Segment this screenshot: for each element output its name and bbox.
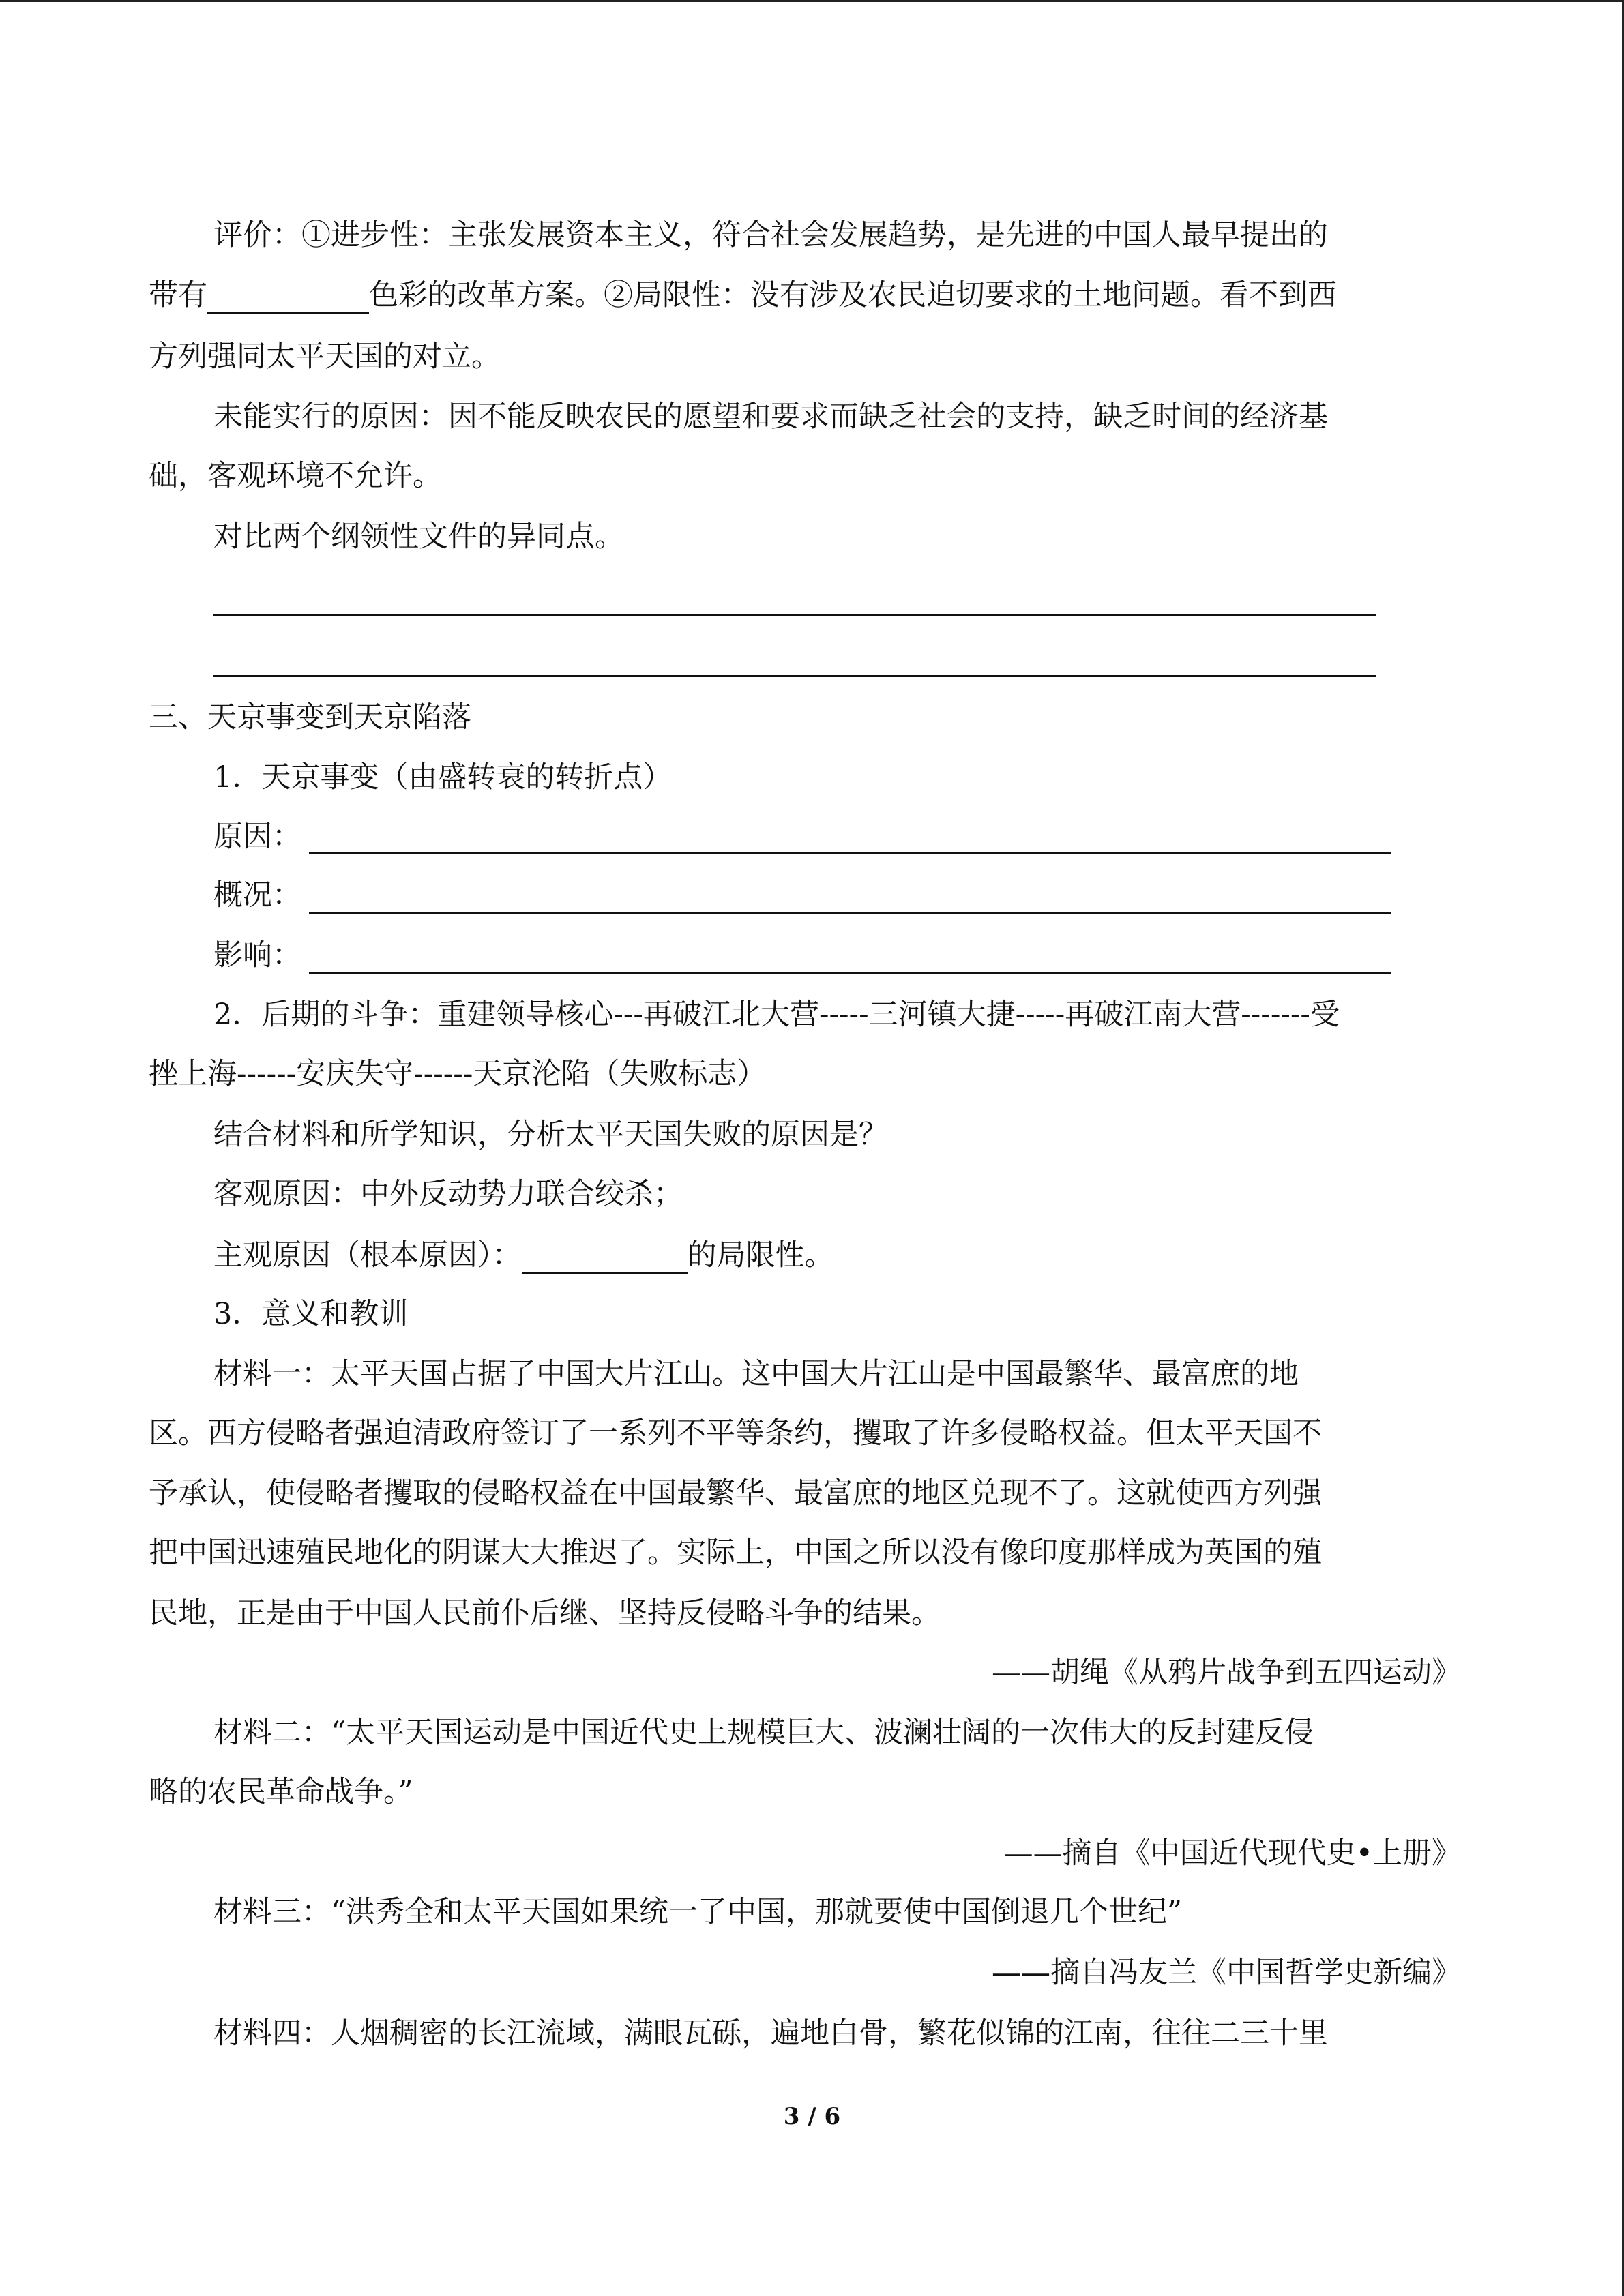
- compare-prompt: 对比两个纲领性文件的异同点。: [213, 520, 624, 554]
- material-2-line-2: 略的农民革命战争。”: [149, 1775, 413, 1809]
- material-1-line-2: 区。西方侵略者强迫清政府签订了一系列不平等条约，攫取了许多侵略权益。但太平天国不: [149, 1416, 1322, 1450]
- answer-line-cause[interactable]: [309, 852, 1391, 854]
- eval-line-2: [149, 276, 1337, 314]
- subjective-reason-end: 的局限性。: [687, 1238, 834, 1272]
- reason-line-2: 础，客观环境不允许。: [149, 459, 442, 493]
- answer-line-impact[interactable]: [309, 972, 1391, 974]
- section-3-title: 三、天京事变到天京陷落: [149, 700, 471, 734]
- answer-line-compare-2[interactable]: [213, 675, 1376, 677]
- material-2-source: ——摘自《中国近代现代史•上册》: [1003, 1836, 1461, 1870]
- eval-line-1: 评价：①进步性：主张发展资本主义，符合社会发展趋势，是先进的中国人最早提出的: [213, 218, 1328, 252]
- subjective-reason: [213, 1236, 834, 1274]
- material-1-line-3: 予承认，使侵略者攫取的侵略权益在中国最繁华、最富庶的地区兑现不了。这就使西方列强: [149, 1476, 1322, 1510]
- material-1-line-5: 民地，正是由于中国人民前仆后继、坚持反侵略斗争的结果。: [149, 1596, 941, 1630]
- subsection-2-line-2: 挫上海------安庆失守------天京沦陷（失败标志）: [149, 1057, 767, 1091]
- impact-label: 影响：: [213, 938, 301, 972]
- objective-reason: 客观原因：中外反动势力联合绞杀；: [213, 1177, 683, 1211]
- fill-blank-1[interactable]: [207, 281, 369, 314]
- fill-blank-2[interactable]: [522, 1241, 688, 1274]
- answer-line-overview[interactable]: [309, 912, 1391, 914]
- material-3-source: ——摘自冯友兰《中国哲学史新编》: [992, 1956, 1461, 1990]
- answer-line-compare-1[interactable]: [213, 614, 1376, 616]
- subjective-reason-start: 主观原因（根本原因）：: [213, 1238, 522, 1272]
- eval-line-3: 方列强同太平天国的对立。: [149, 340, 501, 374]
- material-1-line-4: 把中国迅速殖民地化的阴谋大大推迟了。实际上，中国之所以没有像印度那样成为英国的殖: [149, 1536, 1322, 1570]
- page-number: 3 / 6: [783, 2103, 841, 2130]
- material-4-line-1: 材料四：人烟稠密的长江流域，满眼瓦砾，遍地白骨，繁花似锦的江南，往往二三十里: [213, 2016, 1328, 2051]
- overview-label: 概况：: [213, 878, 301, 912]
- eval-line-2-end: 色彩的改革方案。②局限性：没有涉及农民迫切要求的土地问题。看不到西: [369, 278, 1337, 312]
- subsection-1-title: 1．天京事变（由盛转衰的转折点）: [213, 760, 673, 794]
- reason-line-1: 未能实行的原因：因不能反映农民的愿望和要求而缺乏社会的支持，缺乏时间的经济基: [213, 400, 1328, 434]
- material-3-line-1: 材料三：“洪秀全和太平天国如果统一了中国，那就要使中国倒退几个世纪”: [213, 1895, 1182, 1929]
- cause-label: 原因：: [213, 820, 301, 854]
- failure-question: 结合材料和所学知识，分析太平天国失败的原因是？: [213, 1118, 888, 1152]
- subsection-2-line-1: 2．后期的斗争：重建领导核心---再破江北大营-----三河镇大捷-----再破江南大营-------受: [213, 998, 1340, 1032]
- page-border-top: [0, 0, 1624, 2]
- subsection-3-title: 3．意义和教训: [213, 1297, 409, 1331]
- eval-line-2-start: 带有: [149, 278, 207, 312]
- material-1-line-1: 材料一：太平天国占据了中国大片江山。这中国大片江山是中国最繁华、最富庶的地: [213, 1357, 1299, 1391]
- material-1-source: ——胡绳《从鸦片战争到五四运动》: [992, 1656, 1461, 1690]
- material-2-line-1: 材料二：“太平天国运动是中国近代史上规模巨大、波澜壮阔的一次伟大的反封建反侵: [213, 1716, 1314, 1750]
